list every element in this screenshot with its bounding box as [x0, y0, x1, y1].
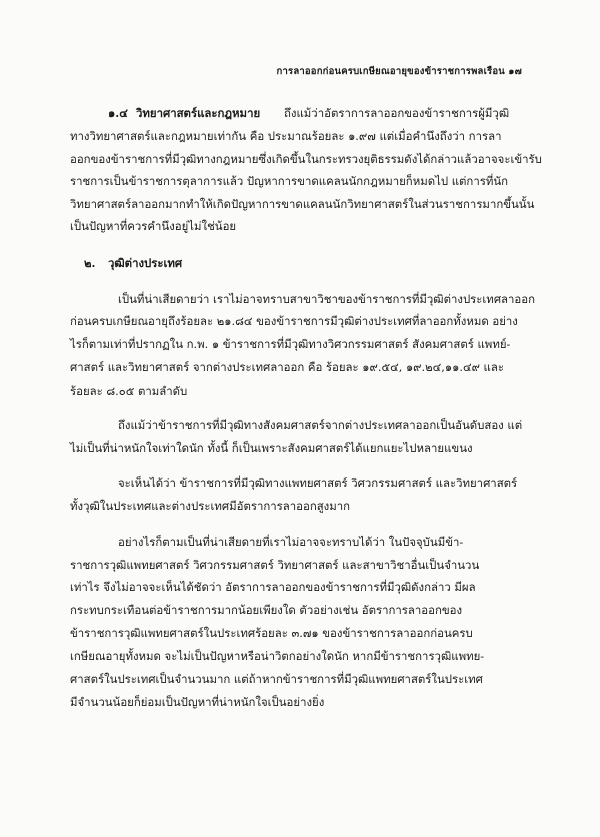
section-14-number: ๑.๔ — [108, 106, 128, 120]
para1-line-5: ร้อยละ ๘.๐๕ ตามลำดับ — [70, 384, 188, 398]
para4-line-2: ราชการวุฒิแพทยศาสตร์ วิศวกรรมศาสตร์ วิทยาศาสตร์ และสาขาวิชาอื่นเป็นจำนวน — [70, 558, 480, 572]
section-2-number: ๒. — [84, 256, 96, 270]
running-header: การลาออกก่อนครบเกษียณอายุของข้าราชการพลเรือน ๑๗ — [276, 66, 522, 77]
para4-line-6: เกษียณอายุทั้งหมด จะไม่เป็นปัญหาหรือน่าวิตกอย่างใดนัก หากมีข้าราชการวุฒิแพทย- — [70, 649, 485, 663]
section-14-line-2: ทางวิทยาศาสตร์และกฎหมายเท่ากัน คือ ประมาณร้อยละ ๑.๙๗ แต่เมื่อคำนึงถึงว่า การลา — [70, 129, 502, 143]
para4-line-4: กระทบกระเทือนต่อข้าราชการมากน้อยเพียงใด ตัวอย่างเช่น อัตราการลาออกของ — [70, 603, 463, 617]
para3-line-2: ทั้งวุฒิในประเทศและต่างประเทศมีอัตราการลาออกสูงมาก — [70, 499, 351, 513]
section-2-title: วุฒิต่างประเทศ — [108, 256, 183, 270]
para1-line-4: ศาสตร์ และวิทยาศาสตร์ จากต่างประเทศลาออก คือ ร้อยละ ๑๙.๕๔, ๑๙.๒๔,๑๑.๔๙ และ — [70, 360, 505, 374]
para4-line-1: อย่างไรก็ตามเป็นที่น่าเสียดายที่เราไม่อาจจะทราบได้ว่า ในปัจจุบันมีข้า- — [118, 535, 464, 549]
para2-line-1: ถึงแม้ว่าข้าราชการที่มีวุฒิทางสังคมศาสตร์จากต่างประเทศลาออกเป็นอันดับสอง แต่ — [118, 418, 523, 432]
section-14-line-3: ออกของข้าราชการที่มีวุฒิทางกฎหมายซึ่งเกิดขึ้นในกระทรวงยุติธรรมดังได้กล่าวแล้วอาจจะเข้ารับ — [70, 152, 542, 166]
para1-line-2: ก่อนครบเกษียณอายุถึงร้อยละ ๒๑.๘๔ ของข้าราชการมีวุฒิต่างประเทศที่ลาออกทั้งหมด อย่าง — [70, 314, 518, 328]
para4-line-8: มีจำนวนน้อยก็ย่อมเป็นปัญหาที่น่าหนักใจเป็นอย่างยิ่ง — [70, 695, 325, 709]
para2-line-2: ไม่เป็นที่น่าหนักใจเท่าใดนัก ทั้งนี้ ก็เป็นเพราะสังคมศาสตร์ได้แยกแยะไปหลายแขนง — [70, 441, 473, 455]
section-14-line-6: เป็นปัญหาที่ควรคำนึงอยู่ไม่ใช่น้อย — [70, 219, 237, 233]
section-14-line-5: วิทยาศาสตร์ลาออกมากทำให้เกิดปัญหาการขาดแคลนนักวิทยาศาสตร์ในส่วนราชการมากขึ้นนั้น — [70, 197, 535, 211]
para4-line-5: ข้าราชการวุฒิแพทยศาสตร์ในประเทศร้อยละ ๓.๗๑ ของข้าราชการลาออกก่อนครบ — [70, 626, 473, 640]
section-14-line-4: ราชการเป็นข้าราชการตุลาการแล้ว ปัญหาการขาดแคลนนักกฎหมายก็หมดไป แต่การที่นัก — [70, 174, 509, 188]
section-14-line-1: ถึงแม้ว่าอัตราการลาออกของข้าราชการผู้มีวุฒิ — [284, 106, 510, 120]
para4-line-3: เท่าไร จึงไม่อาจจะเห็นได้ชัดว่า อัตราการลาออกของข้าราชการที่มีวุฒิดังกล่าว มีผล — [70, 580, 476, 594]
para4-line-7: ศาสตร์ในประเทศเป็นจำนวนมาก แต่ถ้าหากข้าราชการที่มีวุฒิแพทยศาสตร์ในประเทศ — [70, 672, 483, 686]
para1-line-3: ไรก็ตามเท่าที่ปรากฏใน ก.พ. ๑ ข้าราชการที่มีวุฒิทางวิศวกรรมศาสตร์ สังคมศาสตร์ แพทย์- — [70, 337, 511, 351]
section-14-title: วิทยาศาสตร์และกฎหมาย — [136, 106, 261, 120]
para1-line-1: เป็นที่น่าเสียดายว่า เราไม่อาจทราบสาขาวิชาของข้าราชการที่มีวุฒิต่างประเทศลาออก — [118, 292, 536, 306]
para3-line-1: จะเห็นได้ว่า ข้าราชการที่มีวุฒิทางแพทยศาสตร์ วิศวกรรมศาสตร์ และวิทยาศาสตร์ — [118, 476, 518, 490]
